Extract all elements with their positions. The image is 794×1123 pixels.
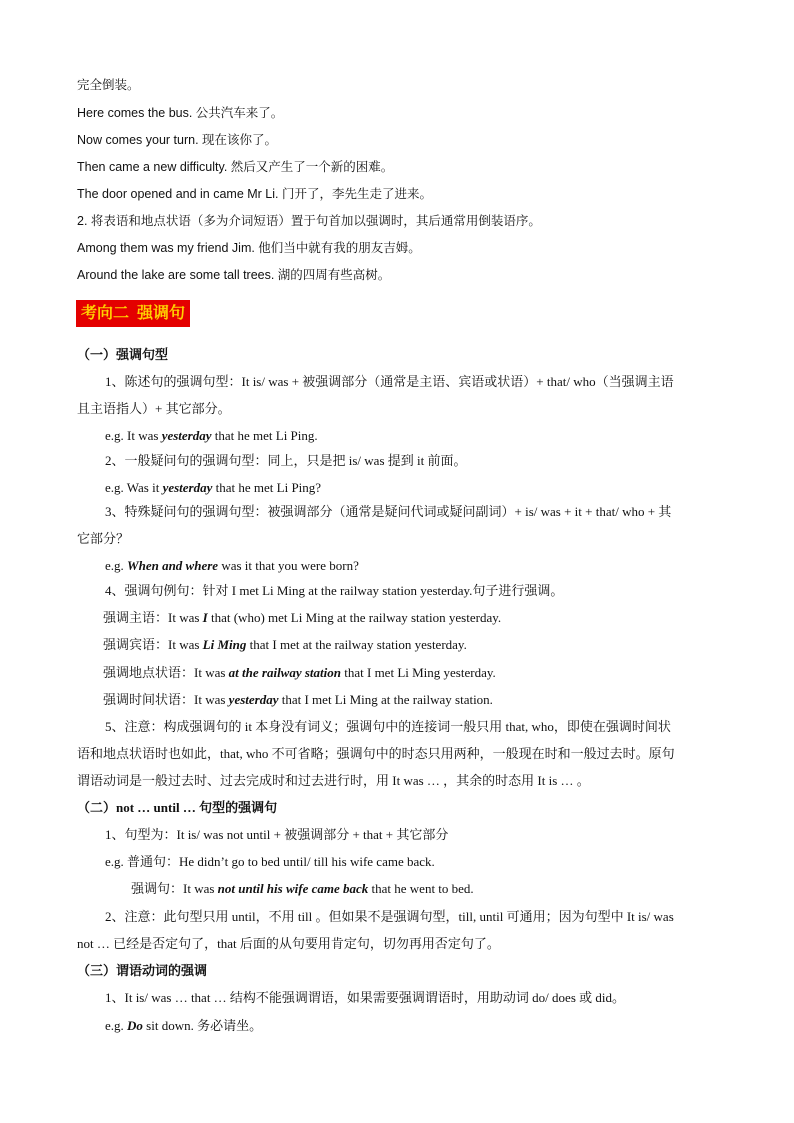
example-sentence: Among them was my friend Jim. 他们当中就有我的朋友吉姆。 [77,241,421,255]
rule-text: 2. 将表语和地点状语（多为介词短语）置于句首加以强调时，其后通常用倒装语序。 [77,214,541,228]
example-sentence: Around the lake are some tall trees. 湖的四周有些高树。 [77,268,391,282]
heading-part-1: 考向二 [81,305,130,322]
subsection-title: （二）not … until … 句型的强调句 [77,800,278,815]
paragraph-line: 1、陈述句的强调句型：It is/ was + 被强调部分（通常是主语、宾语或状语）+ that/ who（当强调主语 [105,374,674,389]
example-sentence: Here comes the bus. 公共汽车来了。 [77,106,284,120]
example-sentence: 强调句：It was not until his wife came back that he went to bed. [131,881,474,896]
example-sentence: 强调时间状语：It was yesterday that I met Li Ming at the railway station. [103,692,493,707]
emphasized-part: Do [127,1018,143,1033]
paragraph-line: 2、一般疑问句的强调句型：同上，只是把 is/ was 提到 it 前面。 [105,453,467,468]
section-heading [76,300,190,327]
paragraph-line: 语和地点状语时也如此，that, who 不可省略；强调句中的时态只用两种，一般现在时和一般过去时。原句 [77,746,675,761]
paragraph-line: 4、强调句例句：针对 I met Li Ming at the railway station yesterday.句子进行强调。 [105,583,564,598]
emphasized-part: yesterday [228,692,279,707]
emphasized-part: When and where [127,558,219,573]
example-sentence: Now comes your turn. 现在该你了。 [77,133,278,147]
emphasized-part: at the railway station [228,665,341,680]
subsection-title: （三）谓语动词的强调 [77,963,208,978]
heading-part-2: 强调句 [137,305,186,322]
example-sentence: 强调主语：It was I that (who) met Li Ming at the railway station yesterday. [103,610,502,625]
example-sentence: 强调地点状语：It was at the railway station that I met Li Ming yesterday. [103,665,496,680]
emphasized-part: yesterday [162,480,213,495]
paragraph-line: 1、It is/ was … that … 结构不能强调谓语，如果需要强调谓语时，用助动词 do/ does 或 did。 [105,990,625,1005]
example-sentence: The door opened and in came Mr Li. 门开了，李先生走了进来。 [77,187,432,201]
emphasized-part: I [202,610,208,625]
paragraph-line: 5、注意：构成强调句的 it 本身没有词义；强调句中的连接词一般只用 that, who，即使在强调时间状 [105,719,671,734]
paragraph-line: 1、句型为：It is/ was not until + 被强调部分 + that + 其它部分 [105,827,449,842]
paragraph-line: 且主语指人）+ 其它部分。 [77,401,231,416]
example-sentence: e.g. Was it yesterday that he met Li Ping? [105,480,322,495]
example-sentence: e.g. It was yesterday that he met Li Ping. [105,428,318,443]
paragraph-line: 2、注意：此句型只用 until，不用 till 。但如果不是强调句型，till, until 可通用；因为句型中 It is/ was [105,909,674,924]
example-sentence: 强调宾语：It was Li Ming that I met at the railway station yesterday. [103,637,467,652]
emphasized-part: Li Ming [202,637,247,652]
example-sentence: e.g. Do sit down. 务必请坐。 [105,1018,263,1033]
example-sentence: e.g. 普通句：He didn’t go to bed until/ till his wife came back. [105,854,435,869]
emphasized-part: yesterday [161,428,212,443]
text-line: 完全倒装。 [77,78,140,92]
paragraph-line: 它部分？ [77,531,130,546]
paragraph-line: not … 已经是否定句了，that 后面的从句要用肯定句，切勿再用否定句了。 [77,936,500,951]
emphasized-part: not until his wife came back [217,881,369,896]
subsection-title: （一）强调句型 [77,347,169,362]
paragraph-line: 谓语动词是一般过去时、过去完成时和过去进行时，用 It was … ，其余的时态用 It is … 。 [77,773,590,788]
example-sentence: Then came a new difficulty. 然后又产生了一个新的困难。 [77,160,394,174]
paragraph-line: 3、特殊疑问句的强调句型：被强调部分（通常是疑问代词或疑问副词）+ is/ was + it + that/ who + 其 [105,504,672,519]
example-sentence: e.g. When and where was it that you were born? [105,558,359,573]
